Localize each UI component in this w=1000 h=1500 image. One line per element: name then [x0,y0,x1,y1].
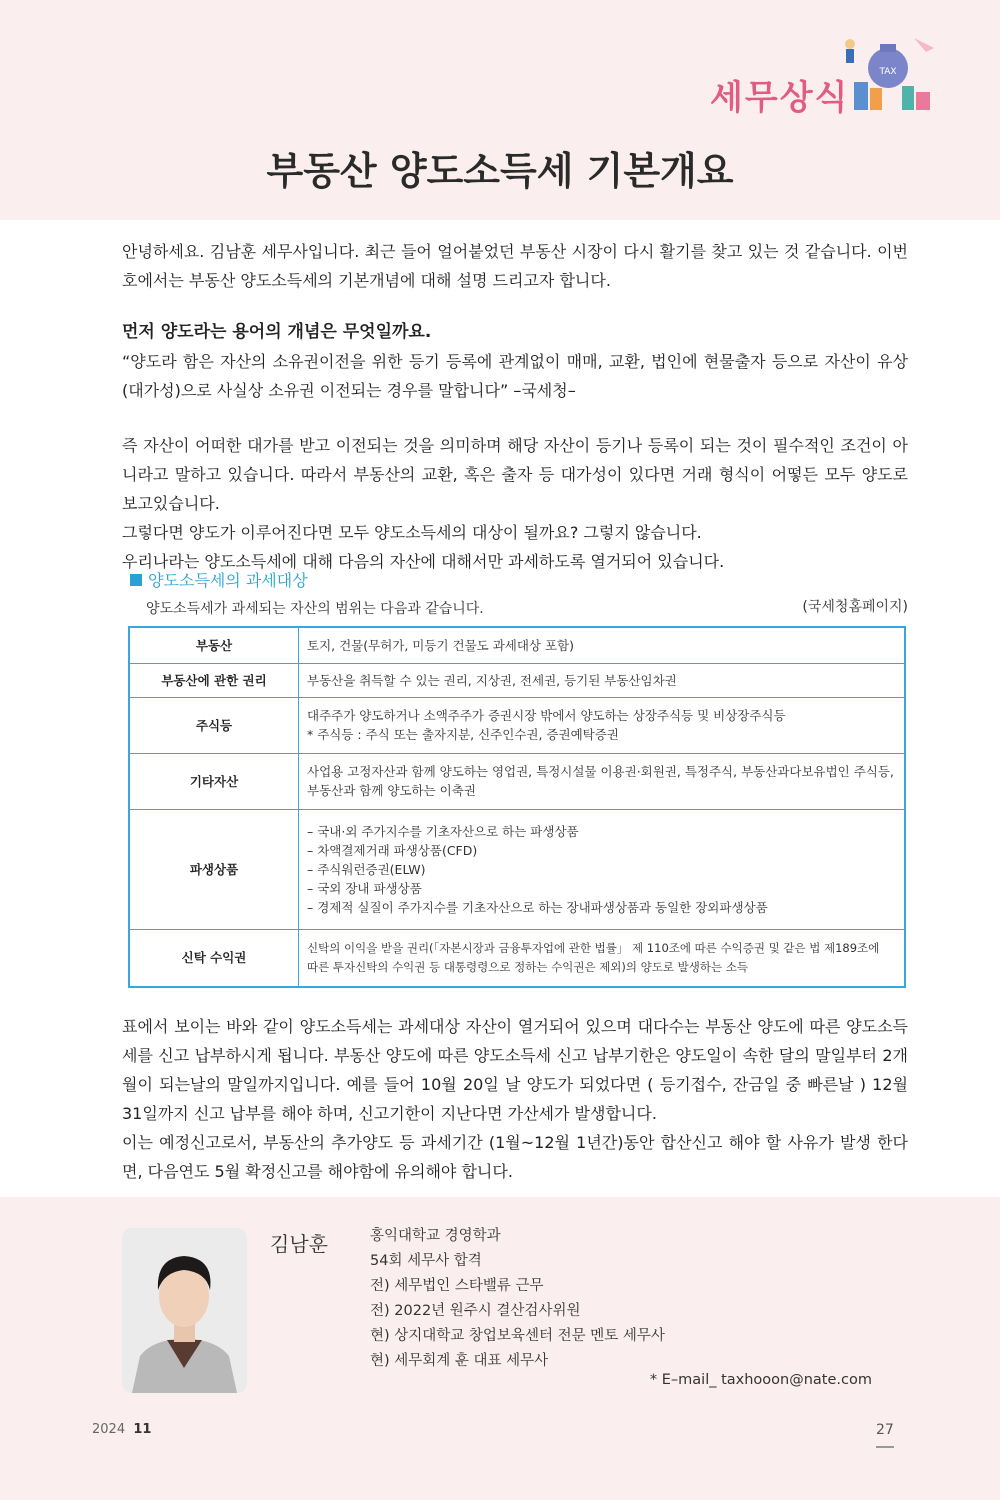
author-portrait-icon [122,1228,247,1393]
question-block [122,318,908,405]
table-row [129,809,905,929]
row-value [299,627,906,663]
conclusion-text-2: 이는 예정신고로서, 부동산의 추가양도 등 과세기간 (1월~12월 1년간)동안 합산신고 해야 할 사유가 발생 한다면, 다음연도 5월 확정신고를 해야함에 유의해야 합니다. [122,1133,908,1181]
row-line: 사업용 고정자산과 함께 양도하는 영업권, 특정시설물 이용권·회원권, 특정주식, 부동산과다보유법인 주식등, [307,764,894,779]
table-row [129,663,905,697]
table-row [129,929,905,987]
row-value [299,929,906,987]
conclusion-text-1: 표에서 보이는 바와 같이 양도소득세는 과세대상 자산이 열거되어 있으며 대다수는 부동산 양도에 따른 양도소득세를 신고 납부하시게 됩니다. 부동산 양도에 따른 양도소득세 신고 납부기한은 양도일이 속한 달의 말일부터 2개월이 되는날의 말일까지입니다. 예를 들어 10월 20일 날 양도가 되었다면 ( 등기접수, 잔금일 중 빠른날 ) 12월 31일까지 신고 납부를 해야 하며, 신고기한이 지난다면 가산세가 발생합니다. [122,1017,908,1123]
table-row [129,627,905,663]
row-key: 파생상품 [129,809,299,929]
row-value [299,809,906,929]
section-source: (국세청홈페이지) [802,599,908,615]
bio-line: 홍익대학교 경영학과 [370,1228,501,1244]
row-line: 따른 투자신탁의 수익권 등 대통령령으로 정하는 수익권은 제외)의 양도로 발생하는 소득 [307,959,748,974]
logo-text: 세무상식 [710,78,850,118]
explanation-text-3: 우리나라는 양도소득세에 대해 다음의 자산에 대해서만 과세하도록 열거되어 있습니다. [122,552,725,571]
question-heading: 먼저 양도라는 용어의 개념은 무엇일까요. [122,322,432,342]
author-photo [122,1228,247,1393]
row-key: 부동산에 관한 권리 [129,663,299,697]
issue-date [92,1422,151,1437]
bio-line: 54회 세무사 합격 [370,1253,482,1269]
row-key: 기타자산 [129,753,299,809]
row-line: 부동산을 취득할 수 있는 권리, 지상권, 전세권, 등기된 부동산임차권 [307,672,677,688]
section-title [130,568,308,591]
section-logo [710,30,940,120]
row-value [299,663,906,697]
intro-text: 안녕하세요. 김남훈 세무사입니다. 최근 들어 얼어붙었던 부동산 시장이 다시 활기를 찾고 있는 것 같습니다. 이번 호에서는 부동산 양도소득세의 기본개념에 대해 설명 드리고자 합니다. [122,242,908,290]
row-line: – 차액결제거래 파생상품(CFD) [307,842,478,858]
issue-month: 11 [133,1422,152,1437]
section-title-text: 양도소득세의 과세대상 [148,571,308,590]
row-key: 신탁 수익권 [129,929,299,987]
square-bullet-icon [130,574,142,586]
table-row [129,753,905,809]
tax-illustration-icon [830,30,940,120]
row-line: – 국외 장내 파생상품 [307,880,422,896]
row-line: – 주식워런증권(ELW) [307,861,426,877]
bio-line: 전) 세무법인 스타밸류 근무 [370,1278,544,1294]
row-line: 부동산과 함께 양도하는 이축권 [307,783,476,798]
author-bio [370,1224,665,1374]
explanation-text-2: 그렇다면 양도가 이루어진다면 모두 양도소득세의 대상이 될까요? 그렇지 않습니다. [122,523,702,542]
page-title: 부동산 양도소득세 기본개요 [266,149,734,193]
row-value [299,697,906,753]
table-row [129,697,905,753]
section-subtitle: 양도소득세가 과세되는 자산의 범위는 다음과 같습니다. [146,601,484,617]
conclusion-paragraph [122,1012,908,1186]
issue-year: 2024 [92,1422,126,1437]
page-number-underline [876,1446,894,1448]
row-line: 신탁의 이익을 받을 권리(「자본시장과 금융투자업에 관한 법률」 제 110조에 따른 수익증권 및 같은 법 제189조에 [307,940,880,955]
row-key: 부동산 [129,627,299,663]
explanation-paragraph [122,431,908,576]
bio-line: 현) 상지대학교 창업보육센터 전문 멘토 세무사 [370,1328,665,1344]
bio-line: 현) 세무회계 훈 대표 세무사 [370,1353,549,1369]
row-line: * 주식등 : 주식 또는 출자지분, 신주인수권, 증권예탁증권 [307,727,619,742]
row-line: – 국내·외 주가지수를 기초자산으로 하는 파생상품 [307,823,579,839]
page-number: 27 [876,1422,894,1438]
row-line: 대주주가 양도하거나 소액주주가 증권시장 밖에서 양도하는 상장주식등 및 비상장주식등 [307,708,786,723]
row-line: 토지, 건물(무허가, 미등기 건물도 과세대상 포함) [307,637,574,653]
row-line: – 경제적 실질이 주가지수를 기초자산으로 하는 장내파생상품과 동일한 장외파생상품 [307,899,768,915]
author-name: 김남훈 [270,1232,328,1256]
row-value [299,753,906,809]
intro-paragraph [122,237,908,295]
bio-line: 전) 2022년 원주시 결산검사위원 [370,1303,581,1319]
explanation-text-1: 즉 자산이 어떠한 대가를 받고 이전되는 것을 의미하며 해당 자산이 등기나 등록이 되는 것이 필수적인 조건이 아니라고 말하고 있습니다. 따라서 부동산의 교환, 혹은 출자 등 대가성이 있다면 거래 형식이 어떻든 모두 양도로 보고있습니다. [122,436,908,513]
definition-quote: “양도라 함은 자산의 소유권이전을 위한 등기 등록에 관계없이 매매, 교환, 법인에 현물출자 등으로 자산이 유상(대가성)으로 사실상 소유권 이전되는 경우를 말합니다” –국세청– [122,352,908,400]
author-email[interactable]: * E–mail_ taxhooon@nate.com [649,1372,872,1388]
taxable-assets-table [128,626,906,988]
tax-bag-label: TAX [879,67,897,77]
row-key: 주식등 [129,697,299,753]
